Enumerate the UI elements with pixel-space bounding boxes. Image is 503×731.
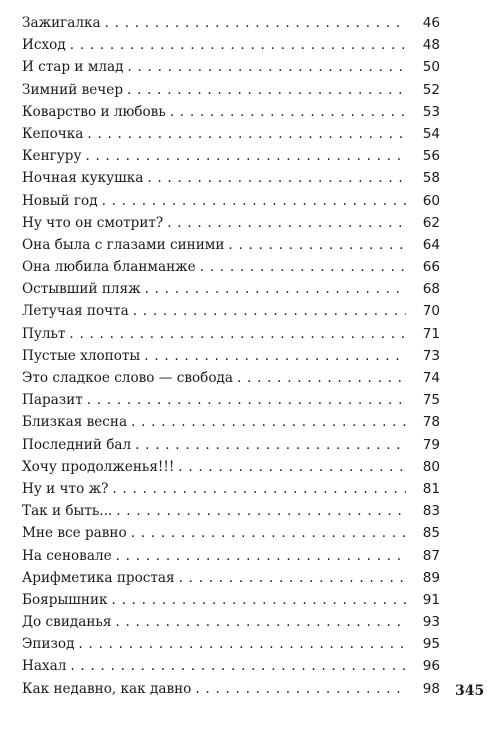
- toc-dot-leader: [127, 79, 406, 101]
- toc-dot-leader: [131, 411, 406, 433]
- toc-dot-leader: [133, 300, 406, 322]
- toc-entry-title: Ну что он смотрит?: [22, 214, 164, 231]
- toc-entry: [22, 167, 440, 189]
- toc-entry-title: Кепочка: [22, 125, 84, 142]
- toc-dot-leader: [228, 234, 406, 256]
- toc-dot-leader: [128, 56, 406, 78]
- toc-dot-leader: [69, 323, 406, 345]
- table-of-contents: [22, 12, 440, 700]
- toc-dot-leader: [167, 212, 406, 234]
- toc-dot-leader: [79, 633, 407, 655]
- toc-entry-title: Мне все равно: [22, 525, 127, 542]
- toc-dot-leader: [179, 567, 406, 589]
- toc-entry: [22, 567, 440, 589]
- toc-entry-page: 53: [422, 103, 440, 120]
- toc-entry-title: Хочу продолженья!!!: [22, 458, 175, 475]
- toc-dot-leader: [178, 456, 406, 478]
- toc-entry: [22, 34, 440, 56]
- toc-entry-title: Кенгуру: [22, 148, 82, 165]
- toc-dot-leader: [116, 500, 406, 522]
- toc-dot-leader: [200, 256, 406, 278]
- toc-entry-title: Боярышник: [22, 591, 108, 608]
- toc-entry: [22, 278, 440, 300]
- toc-entry-page: 52: [422, 81, 440, 98]
- toc-dot-leader: [115, 611, 406, 633]
- toc-entry-page: 54: [422, 125, 440, 142]
- toc-entry-title: Паразит: [22, 392, 83, 409]
- toc-entry-page: 60: [422, 192, 440, 209]
- toc-entry-page: 80: [422, 458, 440, 475]
- toc-entry: [22, 345, 440, 367]
- toc-entry-page: 85: [422, 525, 440, 542]
- toc-entry: [22, 323, 440, 345]
- toc-entry: [22, 655, 440, 677]
- toc-entry-page: 96: [422, 658, 440, 675]
- toc-entry: [22, 434, 440, 456]
- toc-entry-page: 74: [422, 370, 440, 386]
- toc-entry: [22, 123, 440, 145]
- toc-entry-title: Остывший пляж: [22, 281, 141, 298]
- toc-entry: [22, 101, 440, 123]
- toc-dot-leader: [237, 367, 406, 389]
- toc-entry-title: Она была с глазами синими: [22, 236, 225, 253]
- toc-entry-page: 71: [422, 325, 440, 342]
- toc-entry-page: 89: [422, 569, 440, 586]
- toc-entry-title: Пульт: [22, 325, 66, 342]
- toc-entry-title: Коварство и любовь: [22, 103, 166, 120]
- toc-entry-title: Последний бал: [22, 436, 132, 453]
- toc-dot-leader: [170, 101, 406, 123]
- toc-entry-title: Пустые хлопоты: [22, 347, 141, 364]
- toc-entry-title: Арифметика простая: [22, 569, 175, 586]
- toc-entry-page: 64: [422, 236, 440, 253]
- toc-entry-page: 70: [422, 303, 440, 320]
- toc-entry-title: Ночная кукушка: [22, 170, 144, 187]
- toc-entry-page: 95: [422, 636, 440, 653]
- toc-entry-title: Эпизод: [22, 636, 75, 653]
- toc-entry-page: 98: [422, 680, 440, 697]
- toc-dot-leader: [112, 478, 406, 500]
- toc-entry: [22, 234, 440, 256]
- toc-dot-leader: [112, 589, 406, 611]
- toc-dot-leader: [147, 167, 406, 189]
- toc-entry-page: 48: [422, 37, 440, 54]
- toc-dot-leader: [131, 522, 406, 544]
- toc-dot-leader: [135, 434, 406, 456]
- toc-entry-page: 58: [422, 170, 440, 187]
- toc-dot-leader: [87, 123, 406, 145]
- toc-entry-page: 62: [422, 214, 440, 231]
- toc-entry: [22, 589, 440, 611]
- toc-entry-page: 87: [422, 547, 440, 564]
- toc-dot-leader: [87, 389, 406, 411]
- toc-entry-title: Она любила бланманже: [22, 259, 196, 276]
- toc-entry-title: Исход: [22, 37, 66, 54]
- toc-entry-title: Как недавно, как давно: [22, 680, 192, 697]
- toc-entry-page: 56: [422, 148, 440, 165]
- toc-entry-title: Летучая почта: [22, 303, 129, 320]
- toc-entry-title: Это сладкое слово — свобода: [22, 370, 233, 386]
- page-number: 345: [455, 683, 485, 699]
- toc-entry: [22, 56, 440, 78]
- toc-dot-leader: [145, 278, 406, 300]
- toc-entry-page: 83: [422, 503, 440, 520]
- toc-entry-page: 46: [422, 15, 440, 31]
- toc-dot-leader: [70, 34, 406, 56]
- toc-entry-page: 91: [422, 591, 440, 608]
- toc-entry: [22, 611, 440, 633]
- toc-entry: [22, 145, 440, 167]
- toc-entry: [22, 300, 440, 322]
- toc-entry-title: Ну и что ж?: [22, 480, 109, 497]
- toc-entry: [22, 256, 440, 278]
- toc-entry: [22, 500, 440, 522]
- toc-entry: [22, 79, 440, 101]
- toc-entry: [22, 212, 440, 234]
- toc-entry-page: 81: [422, 480, 440, 497]
- toc-entry-title: На сеновале: [22, 547, 112, 564]
- toc-entry: [22, 478, 440, 500]
- toc-entry: [22, 633, 440, 655]
- toc-entry: [22, 522, 440, 544]
- toc-entry: [22, 678, 440, 700]
- toc-entry-page: 66: [422, 259, 440, 276]
- toc-entry-title: Новый год: [22, 192, 98, 209]
- toc-entry: [22, 545, 440, 567]
- toc-dot-leader: [116, 545, 406, 567]
- toc-entry: [22, 456, 440, 478]
- toc-entry-title: Нахал: [22, 658, 67, 675]
- toc-entry: [22, 411, 440, 433]
- toc-entry-title: Так и быть...: [22, 503, 113, 520]
- toc-dot-leader: [105, 12, 406, 34]
- toc-dot-leader: [102, 190, 406, 212]
- toc-entry: [22, 12, 440, 34]
- toc-entry: [22, 367, 440, 389]
- toc-entry-page: 75: [422, 392, 440, 409]
- toc-dot-leader: [195, 678, 406, 700]
- toc-entry-page: 50: [422, 59, 440, 76]
- toc-dot-leader: [85, 145, 406, 167]
- toc-entry-page: 79: [422, 436, 440, 453]
- toc-dot-leader: [70, 655, 406, 677]
- toc-entry-page: 78: [422, 414, 440, 431]
- toc-entry-title: Близкая весна: [22, 414, 128, 431]
- toc-entry-page: 73: [422, 347, 440, 364]
- toc-entry-title: До свиданья: [22, 614, 112, 631]
- toc-entry-page: 68: [422, 281, 440, 298]
- toc-entry-page: 93: [422, 614, 440, 631]
- toc-entry: [22, 190, 440, 212]
- toc-entry-title: Зимний вечер: [22, 81, 124, 98]
- toc-entry: [22, 389, 440, 411]
- toc-dot-leader: [144, 345, 406, 367]
- toc-entry-title: Зажигалка: [22, 15, 101, 31]
- toc-entry-title: И стар и млад: [22, 59, 124, 76]
